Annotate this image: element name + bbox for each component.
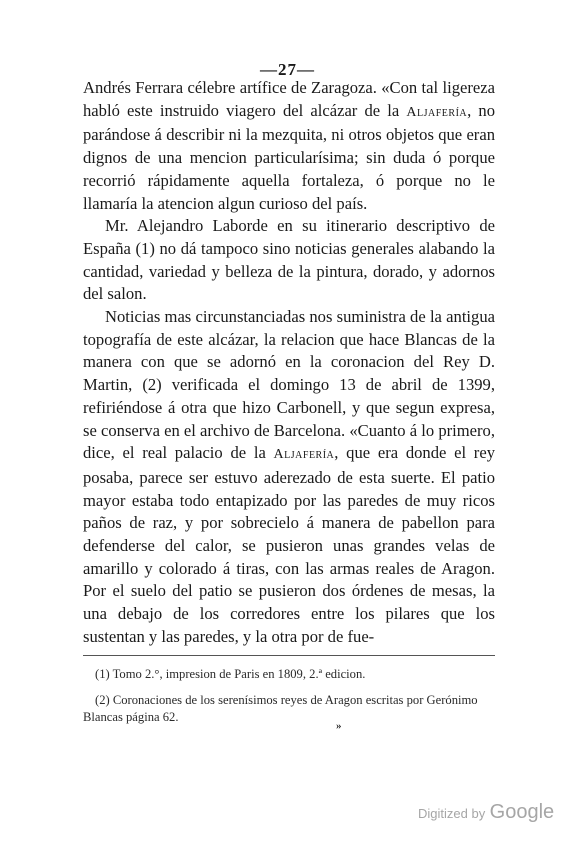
- footnote-1: (1) Tomo 2.°, impresion de Paris en 1809, 2.ª edicion.: [95, 667, 366, 681]
- body-text: [83, 77, 495, 649]
- paragraph: [83, 306, 495, 649]
- paragraph-text: , que era donde el rey posaba, parece ser estuvo aderezado de esta suerte. El patio mayor estaba todo entapizado por las paredes de muy ricos paños de raz, y por sobrecielo á manera de pabellon para defenderse del calor, se pusieron unas grandes velas de amarillo y colorado á tiras, con las armas reales de Aragon. Por el suelo del patio se pusieron dos órdenes de mesas, la una debajo de los corredores entre los pilares que los sustentan y las paredes, y la otra por de fue-: [83, 443, 495, 646]
- page-number: —27—: [260, 60, 315, 79]
- digitized-watermark: [418, 801, 554, 824]
- small-caps-term: Aljafería: [273, 447, 335, 463]
- paragraph-text: Noticias mas circunstanciadas nos suministra de la antigua topografía de este alcázar, la relacion que hace Blancas de la manera con que se adornó en la coronacion del Rey D. Martin, (2) verificada el domingo 13 de abril de 1399, refiriéndose á otra que hizo Carbonell, y que segun expresa, se conserva en el archivo de Barcelona. «Cuanto á lo primero, dice, el real palacio de la: [83, 307, 495, 463]
- footnote-rule: [83, 655, 495, 656]
- paragraph-text: , no parándose á describir ni la mezquita, ni otros objetos que eran dignos de una mencion particularísima; sin duda ó porque recorrió rápidamente aquella fortaleza, ó porque no le llamaría la atencion algun curioso del país.: [83, 100, 496, 213]
- small-caps-term: Aljafería: [406, 104, 468, 120]
- paragraph: [83, 77, 495, 215]
- watermark-brand: Google: [489, 801, 555, 823]
- footnote-2: (2) Coronaciones de los serenísimos reyes de Aragon escritas por Gerónimo Blancas página 62.: [83, 692, 478, 724]
- paragraph-text: Andrés Ferrara célebre artífice de Zaragoza. «Con tal ligereza habló este instruido viagero del alcázar de la: [83, 78, 495, 120]
- footnotes: [83, 666, 495, 735]
- watermark-prefix: Digitized by: [418, 806, 486, 821]
- signature-mark: »: [336, 720, 342, 732]
- paragraph: [83, 215, 495, 306]
- paragraph-text: Mr. Alejandro Laborde en su itinerario descriptivo de España (1) no dá tampoco sino noticias generales alabando la cantidad, variedad y belleza de la pintura, dorado, y adornos del salon.: [83, 216, 495, 304]
